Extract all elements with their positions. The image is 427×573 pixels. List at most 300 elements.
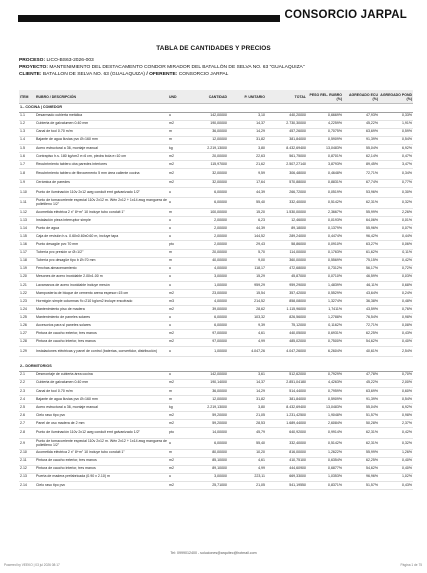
- cell-unit: pto: [168, 428, 188, 439]
- cell-aggregate-ecu: 96,96%: [343, 473, 379, 481]
- cell-aggregate-ecu: 55,04%: [343, 404, 379, 412]
- cell-total: 2.507,27140: [266, 161, 307, 169]
- cell-quantity: 3,00000: [188, 273, 228, 281]
- table-row: [19, 249, 413, 257]
- cell-unit-price: 17,64: [228, 179, 266, 187]
- cell-description: Panel de oso madera de 2 mm: [35, 420, 168, 428]
- cell-unit: m: [168, 136, 188, 144]
- cell-unit: u: [168, 314, 188, 322]
- cell-item-code: 1.28: [19, 338, 35, 346]
- cell-description: Punto de agua: [35, 225, 168, 233]
- cell-quantity: 25,71000: [188, 481, 228, 489]
- cell-description: Punto de tomacorriente especial 110v 2x12 m. Wén 2x12 + 1x14 awg manguera de polietileno 1/2": [35, 438, 168, 449]
- cell-description: Bajante de agua lluvias pvc Ø=160 mm: [35, 136, 168, 144]
- document-title: TABLA DE CANTIDADES Y PRECIOS: [156, 45, 271, 52]
- cell-unit: m2: [168, 179, 188, 187]
- cell-total: 669,33000: [266, 473, 307, 481]
- column-header-relative-weight: PESO REL. RUBRO (%): [307, 90, 343, 104]
- cell-total: 440,20000: [266, 112, 307, 120]
- table-row: [19, 233, 413, 241]
- cell-quantity: 14,00000: [188, 428, 228, 439]
- cell-unit-price: 10,20: [228, 449, 266, 457]
- cell-total: 457,26000: [266, 128, 307, 136]
- quantities-prices-table: [19, 90, 413, 490]
- cell-unit: m: [168, 249, 188, 257]
- cell-quantity: 6,00000: [188, 187, 228, 198]
- cell-item-code: 2.8: [19, 428, 35, 439]
- cell-total: 114,00000: [266, 249, 307, 257]
- cell-relative-weight: 0,0519%: [307, 187, 343, 198]
- cell-quantity: 97,00000: [188, 338, 228, 346]
- cell-unit-price: 14,29: [228, 128, 266, 136]
- cell-total: 45,87000: [266, 273, 307, 281]
- cell-total: 410,75100: [266, 457, 307, 465]
- cell-unit: m2: [168, 152, 188, 160]
- cell-aggregate-weighted: 0,40%: [379, 465, 413, 473]
- cell-relative-weight: 0,7075%: [307, 128, 343, 136]
- cell-quantity: 142,00000: [188, 371, 228, 379]
- table-row: [19, 257, 413, 265]
- cell-unit: m: [168, 449, 188, 457]
- cell-item-code: 2.7: [19, 420, 35, 428]
- cell-relative-weight: 0,7959%: [307, 387, 343, 395]
- cell-description: Tubería pvc presión ur Ø=1/2": [35, 249, 168, 257]
- cell-description: Canal de tool 0.70 m/m: [35, 387, 168, 395]
- cell-aggregate-ecu: 63,27%: [343, 241, 379, 249]
- cell-quantity: 2,00000: [188, 217, 228, 225]
- cell-unit-price: 3,80: [228, 144, 266, 152]
- cell-unit-price: 959,29: [228, 281, 266, 289]
- cell-unit: u: [168, 112, 188, 120]
- cell-unit-price: 5,70: [228, 249, 266, 257]
- cell-quantity: 115,97000: [188, 161, 228, 169]
- cell-total: 4.047,26000: [266, 346, 307, 357]
- cell-description: Contrapiso h.s. 180 kg/cm2 e=6 cm, piedra bola e=10 cm: [35, 152, 168, 160]
- cell-aggregate-weighted: 6,92%: [379, 404, 413, 412]
- cell-quantity: 6,00000: [188, 314, 228, 322]
- cell-item-code: 1.2: [19, 120, 35, 128]
- cell-relative-weight: 0,9914%: [307, 428, 343, 439]
- cell-unit: m2: [168, 465, 188, 473]
- proceso-row: [19, 57, 414, 64]
- cell-total: 472,68000: [266, 265, 307, 273]
- cell-aggregate-ecu: 55,99%: [343, 449, 379, 457]
- cell-unit-price: 31,82: [228, 136, 266, 144]
- cell-aggregate-ecu: 63,69%: [343, 387, 379, 395]
- cell-aggregate-ecu: 54,62%: [343, 338, 379, 346]
- cell-unit: m: [168, 396, 188, 404]
- cell-description: Desmontaje de cubierta área cocina: [35, 371, 168, 379]
- cell-quantity: 23,00000: [188, 289, 228, 297]
- table-row: [19, 428, 413, 439]
- cell-aggregate-ecu: 45,22%: [343, 379, 379, 387]
- cell-description: Recubrimiento tablero de fibrocemento 5 mm área caliente cocina: [35, 169, 168, 180]
- cell-relative-weight: 0,5142%: [307, 198, 343, 209]
- cell-description: Bajante de agua lluvias pvc Ø=160 mm: [35, 396, 168, 404]
- proyecto-label: PROYECTO:: [19, 65, 48, 71]
- cell-relative-weight: 0,7929%: [307, 371, 343, 379]
- cell-total: 1.530,00000: [266, 209, 307, 217]
- cell-relative-weight: 0,5142%: [307, 438, 343, 449]
- cell-quantity: 1,00000: [188, 346, 228, 357]
- cell-item-code: 2.6: [19, 412, 35, 420]
- cell-unit-price: 44,39: [228, 225, 266, 233]
- cell-item-code: 1.9: [19, 179, 35, 187]
- cell-aggregate-weighted: 1,02%: [379, 473, 413, 481]
- oferente-value: CONSORCIO JARPAL: [178, 72, 229, 78]
- table-row: [19, 128, 413, 136]
- cell-description: Pintura de caucho exterior, tres manos: [35, 330, 168, 338]
- cell-unit-price: 214,52: [228, 298, 266, 306]
- cell-aggregate-ecu: 89,45%: [343, 161, 379, 169]
- table-row: [19, 404, 413, 412]
- cell-item-code: 1.29: [19, 346, 35, 357]
- cell-unit-price: 9,39: [228, 322, 266, 330]
- cell-quantity: 12,00000: [188, 396, 228, 404]
- cell-description: Caja de revisión h.s. 0.60x0.60x0.60 m, incluye tapa: [35, 233, 168, 241]
- table-row: [19, 371, 413, 379]
- cell-relative-weight: 0,5909%: [307, 136, 343, 144]
- cell-aggregate-ecu: 67,74%: [343, 179, 379, 187]
- cell-total: 485,02000: [266, 338, 307, 346]
- cell-aggregate-weighted: 0,11%: [379, 249, 413, 257]
- column-header-quantity: CANTIDAD: [188, 90, 228, 104]
- table-row: [19, 457, 413, 465]
- cell-item-code: 1.4: [19, 136, 35, 144]
- cell-total: 75,12000: [266, 322, 307, 330]
- cell-relative-weight: 0,5529%: [307, 289, 343, 297]
- cell-unit-price: 15,29: [228, 273, 266, 281]
- cell-total: 2.851,04180: [266, 379, 307, 387]
- cell-aggregate-weighted: 2,26%: [379, 209, 413, 217]
- column-header-unit-price: P. UNITARIO: [228, 90, 266, 104]
- cell-aggregate-weighted: 0,24%: [379, 289, 413, 297]
- cell-relative-weight: 1,0353%: [307, 473, 343, 481]
- cell-total: 512,62000: [266, 371, 307, 379]
- cell-unit-price: 21,05: [228, 412, 266, 420]
- cell-aggregate-ecu: 51,57%: [343, 412, 379, 420]
- cell-unit-price: 44,39: [228, 187, 266, 198]
- cell-relative-weight: 0,5569%: [307, 257, 343, 265]
- cell-unit: u: [168, 233, 188, 241]
- table-row: [19, 112, 413, 120]
- cell-aggregate-ecu: 47,93%: [343, 112, 379, 120]
- cell-unit: m2: [168, 120, 188, 128]
- cell-quantity: 32,00000: [188, 169, 228, 180]
- cell-item-code: 2.13: [19, 473, 35, 481]
- cell-total: 89,18000: [266, 225, 307, 233]
- cell-aggregate-weighted: 0,70%: [379, 371, 413, 379]
- cell-aggregate-weighted: 2,37%: [379, 420, 413, 428]
- cell-unit: pto: [168, 241, 188, 249]
- cell-aggregate-weighted: 0,33%: [379, 112, 413, 120]
- cell-unit-price: 4.047,26: [228, 346, 266, 357]
- cell-relative-weight: 1,2788%: [307, 314, 343, 322]
- cell-aggregate-ecu: 47,78%: [343, 371, 379, 379]
- table-row: [19, 473, 413, 481]
- cell-aggregate-ecu: 45,22%: [343, 120, 379, 128]
- table-row: [19, 298, 413, 306]
- cell-relative-weight: 0,4474%: [307, 233, 343, 241]
- cell-quantity: 2.219,13000: [188, 144, 228, 152]
- cell-item-code: 2.4: [19, 396, 35, 404]
- cell-total: 1.115,96000: [266, 306, 307, 314]
- cell-aggregate-ecu: 46,11%: [343, 281, 379, 289]
- cell-relative-weight: 1,9048%: [307, 412, 343, 420]
- column-header-aggregate-weighted: AGREGADO POND (%): [379, 90, 413, 104]
- section-header-row: [19, 363, 413, 371]
- column-header-description: RUBRO / DESCRIPCIÓN: [35, 90, 168, 104]
- cell-relative-weight: 0,1763%: [307, 249, 343, 257]
- cell-quantity: 12,00000: [188, 136, 228, 144]
- cell-item-code: 1.5: [19, 144, 35, 152]
- cell-description: Mantenimiento de paneles solares: [35, 314, 168, 322]
- cell-aggregate-ecu: 96,42%: [343, 233, 379, 241]
- cell-unit-price: 3,10: [228, 112, 266, 120]
- column-header-aggregate-ecu: AGREGADO ECU (%): [343, 90, 379, 104]
- table-row: [19, 338, 413, 346]
- cell-unit-price: 15,20: [228, 209, 266, 217]
- cell-description: Tubería pvc desagüe tipo b Ø=70 mm: [35, 257, 168, 265]
- cell-unit: u: [168, 187, 188, 198]
- cell-aggregate-weighted: 6,92%: [379, 144, 413, 152]
- cell-description: Pintura de caucho interior, tres manos: [35, 338, 168, 346]
- cell-unit: m2: [168, 306, 188, 314]
- cell-aggregate-ecu: 72,71%: [343, 322, 379, 330]
- cell-total: 266,72000: [266, 187, 307, 198]
- cell-relative-weight: 0,4648%: [307, 169, 343, 180]
- cell-aggregate-weighted: 0,98%: [379, 412, 413, 420]
- cell-total: 306,48000: [266, 169, 307, 180]
- project-metadata: [19, 57, 414, 79]
- cell-aggregate-weighted: 0,40%: [379, 457, 413, 465]
- cell-relative-weight: 0,6669%: [307, 112, 343, 120]
- cell-relative-weight: 0,0710%: [307, 273, 343, 281]
- cell-unit-price: 22,63: [228, 152, 266, 160]
- cell-aggregate-weighted: 0,06%: [379, 241, 413, 249]
- cell-relative-weight: 1,3274%: [307, 298, 343, 306]
- cell-aggregate-weighted: 0,44%: [379, 233, 413, 241]
- cell-aggregate-ecu: 63,69%: [343, 128, 379, 136]
- cell-total: 357,42000: [266, 289, 307, 297]
- cell-quantity: 6,00000: [188, 198, 228, 209]
- column-header-total: TOTAL: [266, 90, 307, 104]
- table-row: [19, 322, 413, 330]
- cell-quantity: 1,00000: [188, 281, 228, 289]
- cell-unit-price: 4,61: [228, 330, 266, 338]
- cell-relative-weight: 13,0483%: [307, 144, 343, 152]
- cell-total: 440,05000: [266, 330, 307, 338]
- cell-quantity: 59,20000: [188, 420, 228, 428]
- table-row: [19, 209, 413, 217]
- cell-aggregate-ecu: 62,31%: [343, 428, 379, 439]
- cell-total: 58,86000: [266, 241, 307, 249]
- cell-unit-price: 14,37: [228, 379, 266, 387]
- cell-relative-weight: 0,1162%: [307, 322, 343, 330]
- cell-relative-weight: 0,0910%: [307, 241, 343, 249]
- cell-aggregate-weighted: 0,07%: [379, 225, 413, 233]
- cell-unit: u: [168, 265, 188, 273]
- cell-unit-price: 21,62: [228, 161, 266, 169]
- cell-aggregate-weighted: 0,72%: [379, 265, 413, 273]
- section-header-row: [19, 104, 413, 113]
- page-header: [0, 0, 427, 34]
- cell-aggregate-ecu: 43,64%: [343, 289, 379, 297]
- cell-relative-weight: 0,0193%: [307, 217, 343, 225]
- cell-quantity: 4,00000: [188, 298, 228, 306]
- cell-total: 1.689,44000: [266, 420, 307, 428]
- cell-item-code: 2.1: [19, 371, 35, 379]
- cell-unit-price: 3,61: [228, 371, 266, 379]
- cell-total: 444,60900: [266, 465, 307, 473]
- cell-aggregate-weighted: 0,76%: [379, 306, 413, 314]
- cell-unit: m3: [168, 298, 188, 306]
- cell-description: Mesones de acero inoxidable 2.00x1.00 m: [35, 273, 168, 281]
- cell-unit: m2: [168, 169, 188, 180]
- cell-relative-weight: 0,7312%: [307, 265, 343, 273]
- cell-unit-price: 4,61: [228, 457, 266, 465]
- cell-total: 8.432,69400: [266, 144, 307, 152]
- cell-relative-weight: 1,4839%: [307, 281, 343, 289]
- cell-total: 570,88000: [266, 179, 307, 187]
- cell-quantity: 36,00000: [188, 128, 228, 136]
- cell-unit: m: [168, 209, 188, 217]
- company-name: CONSORCIO JARPAL: [284, 9, 407, 21]
- cliente-label: CLIENTE:: [19, 72, 42, 78]
- cell-item-code: 2.12: [19, 465, 35, 473]
- cell-item-code: 1.12: [19, 209, 35, 217]
- cell-item-code: 1.19: [19, 265, 35, 273]
- cell-total: 2.730,30000: [266, 120, 307, 128]
- cell-quantity: 59,20000: [188, 412, 228, 420]
- cell-item-code: 2.3: [19, 387, 35, 395]
- cell-total: 1.231,42500: [266, 412, 307, 420]
- cell-total: 381,84000: [266, 396, 307, 404]
- cell-unit-price: 9,00: [228, 257, 266, 265]
- table-row: [19, 420, 413, 428]
- cell-unit: u: [168, 473, 188, 481]
- cell-quantity: 39,00000: [188, 306, 228, 314]
- table-row: [19, 169, 413, 180]
- table-row: [19, 330, 413, 338]
- cell-quantity: 97,00000: [188, 330, 228, 338]
- cell-aggregate-weighted: 0,42%: [379, 257, 413, 265]
- cell-quantity: 85,10000: [188, 457, 228, 465]
- section-title: 2.- DORMITORIOS: [19, 363, 413, 371]
- cell-total: 381,84000: [266, 136, 307, 144]
- footer-powered-by: Powered by VEEKO | 03 jul 2026 08:17: [4, 563, 60, 567]
- cell-unit: kg: [168, 144, 188, 152]
- cell-unit-price: 14,29: [228, 387, 266, 395]
- cell-aggregate-weighted: 0,34%: [379, 169, 413, 180]
- footer-contact: Tel: 0999012400 - soluciones@arquitec@hotmail.com: [170, 551, 257, 555]
- oferente-label: / OFERENTE:: [146, 72, 178, 78]
- cell-relative-weight: 0,6931%: [307, 330, 343, 338]
- cell-item-code: 1.15: [19, 233, 35, 241]
- cell-description: Acero estructural a 36, montaje manual: [35, 144, 168, 152]
- cell-unit-price: 118,17: [228, 265, 266, 273]
- table-row: [19, 144, 413, 152]
- cell-unit: m: [168, 387, 188, 395]
- cell-unit: u: [168, 438, 188, 449]
- table-row: [19, 179, 413, 187]
- cell-aggregate-ecu: 91,39%: [343, 396, 379, 404]
- cell-aggregate-ecu: 91,39%: [343, 136, 379, 144]
- cell-quantity: 20,00000: [188, 152, 228, 160]
- cell-unit-price: 15,54: [228, 289, 266, 297]
- cell-item-code: 1.17: [19, 249, 35, 257]
- cell-total: 289,24000: [266, 233, 307, 241]
- cell-aggregate-weighted: 2,00%: [379, 379, 413, 387]
- cell-aggregate-weighted: 0,54%: [379, 136, 413, 144]
- cell-aggregate-weighted: 0,08%: [379, 322, 413, 330]
- cell-unit-price: 9,59: [228, 169, 266, 180]
- cell-item-code: 1.7: [19, 161, 35, 169]
- cell-description: Punto de iluminación 110v 2x12 awg conduit emt galvanizado 1/2": [35, 187, 168, 198]
- cell-description: Accesorios para sl paneles solares: [35, 322, 168, 330]
- cell-item-code: 1.13: [19, 217, 35, 225]
- cell-aggregate-ecu: 62,25%: [343, 457, 379, 465]
- cell-unit: m2: [168, 289, 188, 297]
- cell-unit: m2: [168, 330, 188, 338]
- cliente-value: BATALLON DE SELVA NO. 63 (GUALAQUIZA): [42, 72, 146, 78]
- cell-item-code: 1.10: [19, 187, 35, 198]
- cell-aggregate-weighted: 0,30%: [379, 187, 413, 198]
- cell-aggregate-ecu: 55,99%: [343, 209, 379, 217]
- cell-aggregate-ecu: 62,14%: [343, 152, 379, 160]
- cell-quantity: 4,00000: [188, 265, 228, 273]
- cell-quantity: 32,00000: [188, 179, 228, 187]
- table-row: [19, 387, 413, 395]
- cell-aggregate-weighted: 1,26%: [379, 449, 413, 457]
- table-row: [19, 161, 413, 169]
- cell-quantity: 2,00000: [188, 233, 228, 241]
- cell-relative-weight: 2,6084%: [307, 420, 343, 428]
- table-body: [19, 104, 413, 490]
- cell-item-code: 1.26: [19, 322, 35, 330]
- cell-unit-price: 103,32: [228, 314, 266, 322]
- cell-unit: u: [168, 217, 188, 225]
- cell-aggregate-weighted: 0,59%: [379, 128, 413, 136]
- cell-unit: u: [168, 198, 188, 209]
- cell-quantity: 190,14000: [188, 379, 228, 387]
- cell-aggregate-ecu: 54,62%: [343, 465, 379, 473]
- cell-unit-price: 144,52: [228, 233, 266, 241]
- cell-unit: u: [168, 371, 188, 379]
- cell-unit: u: [168, 225, 188, 233]
- cell-description: Instalaciones eléctricas y panel de control (baterías, convertidor, distribución): [35, 346, 168, 357]
- cell-description: Cerámica de paredes: [35, 179, 168, 187]
- cell-unit-price: 55,40: [228, 438, 266, 449]
- cell-aggregate-ecu: 40,61%: [343, 346, 379, 357]
- cell-unit-price: 223,11: [228, 473, 266, 481]
- cell-unit: kg: [168, 404, 188, 412]
- cell-unit: u: [168, 322, 188, 330]
- cell-total: 332,40000: [266, 438, 307, 449]
- cell-description: Desarmado cubierta metálica: [35, 112, 168, 120]
- cell-unit-price: 21,05: [228, 481, 266, 489]
- cell-aggregate-weighted: 3,47%: [379, 161, 413, 169]
- cell-unit-price: 4,99: [228, 465, 266, 473]
- cell-relative-weight: 4,2259%: [307, 120, 343, 128]
- table-header: [19, 90, 413, 104]
- cell-relative-weight: 0,8371%: [307, 481, 343, 489]
- cell-quantity: 3,00000: [188, 473, 228, 481]
- cell-relative-weight: 0,8831%: [307, 179, 343, 187]
- cell-relative-weight: 2,3667%: [307, 209, 343, 217]
- footer-page-number: Página 1 de 75: [400, 563, 422, 567]
- cell-unit-price: 45,79: [228, 428, 266, 439]
